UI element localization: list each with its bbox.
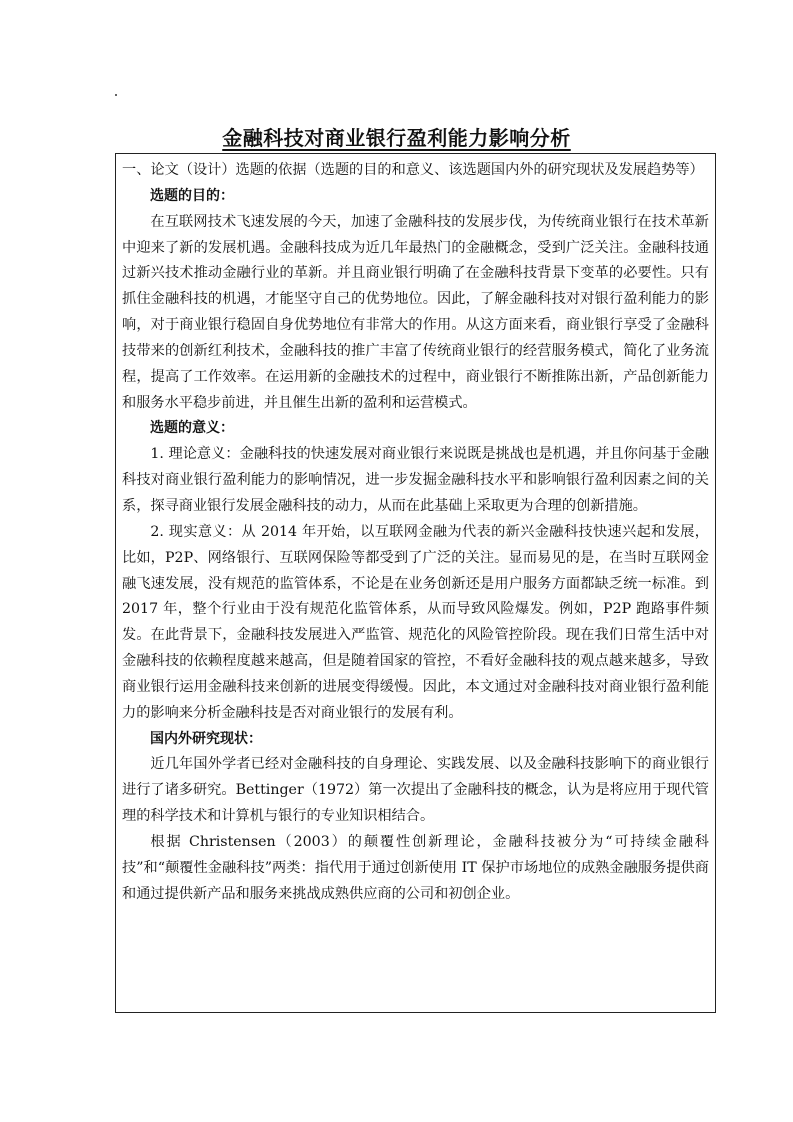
research-status-heading: 国内外研究现状： bbox=[150, 730, 262, 747]
document-body bbox=[122, 158, 709, 907]
significance-heading: 选题的意义： bbox=[150, 420, 234, 437]
section-intro: 一、论文（设计）选题的依据（选题的目的和意义、该选题国内外的研究现状及发展趋势等） bbox=[122, 162, 704, 178]
purpose-heading: 选题的目的： bbox=[150, 187, 234, 204]
theory-significance-paragraph: 1. 理论意义：金融科技的快速发展对商业银行来说既是挑战也是机遇，并且你问基于金融科技对商业银行盈利能力的影响情况，进一步发掘金融科技水平和影响银行盈利因素之间的关系，探寻商业银行发展金融科技的动力，从而在此基础上采取更为合理的创新措施。 bbox=[122, 446, 709, 514]
purpose-paragraph: 在互联网技术飞速发展的今天，加速了金融科技的发展步伐，为传统商业银行在技术革新中迎来了新的发展机遇。金融科技成为近几年最热门的金融概念，受到广泛关注。金融科技通过新兴技术推动金融行业的革新。并且商业银行明确了在金融科技背景下变革的必要性。只有抓住金融科技的机遇，才能坚守自己的优势地位。因此，了解金融科技对对银行盈利能力的影响，对于商业银行稳固自身优势地位有非常大的作用。从这方面来看，商业银行享受了金融科技带来的创新红利技术，金融科技的推广丰富了传统商业银行的经营服务模式，简化了业务流程，提高了工作效率。在运用新的金融技术的过程中，商业银行不断推陈出新，产品创新能力和服务水平稳步前进，并且催生出新的盈利和运营模式。 bbox=[122, 213, 709, 411]
research-paragraph-1: 近几年国外学者已经对金融科技的自身理论、实践发展、以及金融科技影响下的商业银行进行了诸多研究。Bettinger（1972）第一次提出了金融科技的概念，认为是将应用于现代管理的科学技术和计算机与银行的专业知识相结合。 bbox=[122, 756, 709, 825]
stray-dot-mark bbox=[115, 94, 117, 96]
practical-significance-paragraph: 2. 现实意义：从 2014 年开始，以互联网金融为代表的新兴金融科技快速兴起和发展，比如，P2P、网络银行、互联网保险等都受到了广泛的关注。显而易见的是，在当时互联网金融飞速发展，没有规范的监管体系，不论是在业务创新还是用户服务方面都缺乏统一标准。到 2017 年，整个行业由于没有规范化监管体系，从而导致风险爆发。例如，P2P 跑路事件频发。在此背景下，金融科技发展进入严监管、规范化的风险管控阶段。现在我们日常生活中对金融科技的依赖程度越来越高，但是随着国家的管控，不看好金融科技的观点越来越多，导致商业银行运用金融科技来创新的进展变得缓慢。因此，本文通过对金融科技对商业银行盈利能力的影响来分析金融科技是否对商业银行的发展有利。 bbox=[122, 523, 709, 721]
page-title: 金融科技对商业银行盈利能力影响分析 bbox=[222, 126, 571, 150]
research-paragraph-2: 根据 Christensen（2003）的颠覆性创新理论，金融科技被分为“可持续金融科技”和“颠覆性金融科技”两类：指代用于通过创新使用 IT 保护市场地位的成熟金融服务提供商和通过提供新产品和服务来挑战成熟供应商的公司和初创企业。 bbox=[122, 833, 709, 902]
